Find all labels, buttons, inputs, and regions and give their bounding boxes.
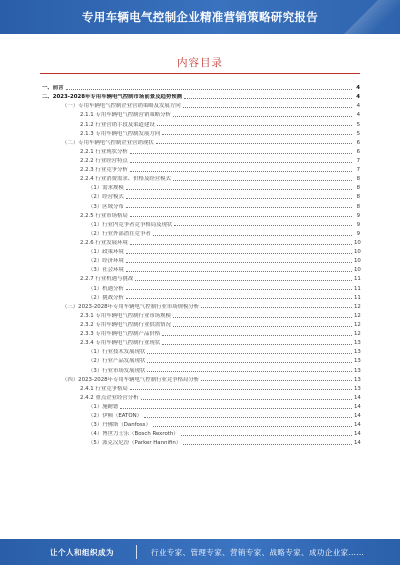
toc-entry-page: 6 — [356, 139, 360, 146]
toc-entry-label: 一、前言 — [42, 85, 64, 92]
toc-entry[interactable] — [40, 437, 360, 446]
toc-entry[interactable] — [40, 410, 360, 419]
toc-entry-page: 12 — [354, 321, 361, 328]
toc-entry[interactable] — [40, 401, 360, 410]
toc-entry[interactable] — [40, 100, 360, 109]
toc-entry-label: （3）丹佛斯（Danfoss） — [88, 422, 151, 429]
toc-dot-leader — [130, 162, 352, 163]
toc-entry[interactable] — [40, 364, 360, 373]
toc-entry-page: 7 — [356, 167, 360, 174]
toc-entry-page: 11 — [354, 276, 361, 283]
toc-entry[interactable] — [40, 374, 360, 383]
toc-entry[interactable] — [40, 82, 360, 91]
toc-entry-page: 5 — [356, 121, 360, 128]
toc-entry-page: 12 — [354, 303, 361, 310]
footer-banner — [0, 539, 400, 565]
toc-entry-page: 11 — [354, 294, 361, 301]
toc-entry-label: （三）2023-2028年专用车辆电气控制行业市场规模分析 — [62, 303, 200, 310]
toc-entry-label: （2）行业产品发展现状 — [88, 358, 146, 365]
toc-entry-label: （1）政策环境 — [88, 249, 124, 256]
toc-dot-leader — [183, 444, 352, 445]
toc-dot-leader — [181, 435, 352, 436]
toc-entry-label: 2.2.3 行业竞争分析 — [80, 167, 128, 174]
toc-dot-leader — [130, 216, 352, 217]
toc-entry-page: 14 — [354, 403, 361, 410]
toc-entry[interactable] — [40, 128, 360, 137]
toc-entry-page: 13 — [354, 358, 361, 365]
toc-dot-leader — [173, 180, 352, 181]
toc-entry-page: 10 — [354, 258, 361, 265]
toc-entry-page: 8 — [356, 185, 360, 192]
toc-entry-page: 13 — [354, 376, 361, 383]
toc-dot-leader — [130, 153, 352, 154]
toc-entry[interactable] — [40, 91, 360, 100]
toc-entry[interactable] — [40, 282, 360, 291]
toc-entry[interactable] — [40, 392, 360, 401]
toc-entry[interactable] — [40, 328, 360, 337]
toc-dot-leader — [126, 262, 352, 263]
toc-entry-page: 4 — [356, 85, 360, 92]
toc-entry-label: （二）专用车辆电气控制企业营销现状 — [62, 139, 154, 146]
toc-dot-leader — [174, 225, 352, 226]
toc-entry[interactable] — [40, 264, 360, 273]
toc-entry-label: 2.2.4 行业消费需求、价格及经营模式 — [80, 176, 171, 183]
toc-entry[interactable] — [40, 255, 360, 264]
toc-dot-leader — [130, 171, 352, 172]
toc-entry-label: （3）区域分布 — [88, 203, 124, 210]
toc-entry[interactable] — [40, 164, 360, 173]
toc-entry[interactable] — [40, 109, 360, 118]
toc-entry[interactable] — [40, 118, 360, 127]
toc-entry-page: 9 — [356, 221, 360, 228]
toc-entry-page: 13 — [354, 367, 361, 374]
toc-entry-label: 2.3.3 专用车辆电气控制产品价格 — [80, 331, 161, 338]
toc-entry-page: 4 — [356, 112, 360, 119]
toc-entry-page: 8 — [356, 194, 360, 201]
toc-dot-leader — [173, 116, 352, 117]
toc-entry-label: （1）行业技术发展现状 — [88, 349, 146, 356]
toc-dot-leader — [162, 335, 352, 336]
toc-entry-page: 9 — [356, 212, 360, 219]
toc-entry-page: 12 — [354, 331, 361, 338]
toc-entry-label: （4）博世力士乐（Bosch Rexroth） — [88, 431, 179, 438]
toc-dot-leader — [162, 344, 352, 345]
footer-divider — [136, 545, 137, 559]
toc-entry-label: 二、2023-2028年专用车辆电气控制市场前景及趋势预测 — [42, 94, 183, 101]
toc-entry-page: 7 — [356, 157, 360, 164]
toc-dot-leader — [173, 317, 352, 318]
toc-entry[interactable] — [40, 237, 360, 246]
toc-entry-label: （3）社会环境 — [88, 267, 124, 274]
toc-entry-label: （1）需求规模 — [88, 185, 124, 192]
toc-dot-leader — [153, 426, 352, 427]
toc-dot-leader — [147, 371, 352, 372]
toc-entry-label: 2.2.1 行业现状分析 — [80, 148, 128, 155]
toc-dot-leader — [135, 280, 352, 281]
toc-dot-leader — [173, 326, 352, 327]
toc-dot-leader — [184, 98, 352, 99]
toc-entry-page: 10 — [354, 239, 361, 246]
toc-dot-leader — [141, 399, 352, 400]
toc-dot-leader — [201, 380, 352, 381]
toc-dot-leader — [162, 134, 352, 135]
toc-entry-label: 2.2.6 行业发展环境 — [80, 239, 128, 246]
toc-entry-label: （5）派克汉尼汾（Parker Hannifin） — [88, 440, 182, 447]
toc-dot-leader — [157, 125, 352, 126]
toc-entry-page: 14 — [354, 440, 361, 447]
toc-entry-label: （1）机遇分析 — [88, 285, 124, 292]
toc-entry[interactable] — [40, 310, 360, 319]
toc-dot-leader — [120, 408, 352, 409]
toc-entry-label: 2.1.3 专用车辆电气控制发展方向 — [80, 130, 161, 137]
toc-entry-label: （一）专用车辆电气控制企业营销策略及发展方向 — [62, 103, 181, 110]
toc-entry-label: 2.4.2 重点企业经营分析 — [80, 394, 139, 401]
toc-entry[interactable] — [40, 146, 360, 155]
toc-entry[interactable] — [40, 228, 360, 237]
toc-dot-leader — [66, 89, 352, 90]
toc-entry-label: 2.3.4 专用车辆电气控制行业现状 — [80, 340, 161, 347]
toc-entry[interactable] — [40, 210, 360, 219]
footer-slogan: 让个人和组织成为 — [50, 547, 114, 557]
toc-entry-label: （2）经营模式 — [88, 194, 124, 201]
toc-entry[interactable] — [40, 355, 360, 364]
toc-dot-leader — [130, 244, 352, 245]
toc-entry-label: （2）行业外部潜在竞争者 — [88, 230, 151, 237]
toc-entry[interactable] — [40, 419, 360, 428]
toc-entry-page: 13 — [354, 349, 361, 356]
toc-dot-leader — [201, 307, 352, 308]
toc-dot-leader — [126, 198, 352, 199]
toc-entry-label: （2）经济环境 — [88, 258, 124, 265]
footer-tagline: 行业专家、管理专家、营销专家、战略专家、成功企业家…… — [151, 547, 365, 557]
toc-entry-label: 2.2.2 行业经营特点 — [80, 157, 128, 164]
toc-entry-label: 2.2.5 行业市场格局 — [80, 212, 128, 219]
toc-entry-page: 14 — [354, 431, 361, 438]
toc-entry-page: 4 — [356, 103, 360, 110]
toc-entry-page: 11 — [354, 285, 361, 292]
toc-entry[interactable] — [40, 383, 360, 392]
toc-entry[interactable] — [40, 319, 360, 328]
toc-entry-page: 6 — [356, 148, 360, 155]
toc-entry-page: 14 — [354, 422, 361, 429]
toc-entry-label: （3）行业市场发展现状 — [88, 367, 146, 374]
toc-entry-label: 2.2.7 行业机遇与挑战 — [80, 276, 134, 283]
toc-entry-page: 14 — [354, 413, 361, 420]
toc-dot-leader — [144, 417, 352, 418]
toc-entry[interactable] — [40, 173, 360, 182]
toc-entry-page: 4 — [356, 94, 360, 101]
toc-entry[interactable] — [40, 273, 360, 282]
toc-entry-label: 2.3.1 专用车辆电气控制行业市场规模 — [80, 312, 171, 319]
report-title: 专用车辆电气控制企业精准营销策略研究报告 — [82, 10, 318, 24]
toc-dot-leader — [126, 289, 352, 290]
toc-dot-leader — [126, 253, 352, 254]
toc-entry-label: （1）行业内竞争者竞争格局及现状 — [88, 221, 173, 228]
toc-entry-page: 8 — [356, 203, 360, 210]
toc-entry-page: 12 — [354, 312, 361, 319]
toc-entry[interactable] — [40, 428, 360, 437]
toc-dot-leader — [183, 107, 352, 108]
toc-entry-page: 8 — [356, 176, 360, 183]
toc-entry-label: （2）挑战分析 — [88, 294, 124, 301]
toc-dot-leader — [156, 143, 352, 144]
toc-entry[interactable] — [40, 337, 360, 346]
toc-dot-leader — [147, 362, 352, 363]
toc-entry[interactable] — [40, 155, 360, 164]
toc-dot-leader — [130, 389, 352, 390]
toc-entry-page: 14 — [354, 394, 361, 401]
toc-dot-leader — [153, 235, 352, 236]
toc-entry[interactable] — [40, 292, 360, 301]
toc-entry-label: （四）2023-2028年专用车辆电气控制行业竞争格局分析 — [62, 376, 200, 383]
toc-dot-leader — [147, 353, 352, 354]
toc-entry-page: 10 — [354, 249, 361, 256]
report-header-banner — [0, 0, 400, 34]
toc-entry[interactable] — [40, 219, 360, 228]
toc-dot-leader — [126, 298, 352, 299]
toc-entry[interactable] — [40, 137, 360, 146]
toc-entry[interactable] — [40, 346, 360, 355]
toc-entry[interactable] — [40, 301, 360, 310]
table-of-contents — [40, 82, 360, 446]
toc-entry-label: 2.1.1 专用车辆电气控制营销策略分析 — [80, 112, 171, 119]
toc-dot-leader — [126, 271, 352, 272]
toc-entry-label: （2）伊顿（EATON） — [88, 413, 143, 420]
toc-heading: 内容目录 — [177, 57, 223, 69]
toc-entry-page: 5 — [356, 130, 360, 137]
toc-entry-page: 13 — [354, 385, 361, 392]
toc-entry[interactable] — [40, 182, 360, 191]
toc-entry-page: 10 — [354, 267, 361, 274]
toc-entry-page: 9 — [356, 230, 360, 237]
toc-entry-page: 13 — [354, 340, 361, 347]
toc-entry[interactable] — [40, 200, 360, 209]
toc-dot-leader — [126, 207, 352, 208]
toc-entry-label: （1）施耐德 — [88, 403, 119, 410]
toc-entry[interactable] — [40, 191, 360, 200]
toc-entry-label: 2.4.1 行业竞争格局 — [80, 385, 128, 392]
toc-heading-divider — [40, 73, 360, 74]
toc-entry-label: 2.3.2 专用车辆电气控制行业供需情况 — [80, 321, 171, 328]
toc-entry[interactable] — [40, 246, 360, 255]
toc-entry-label: 2.1.2 行业营销手段及渠道建设 — [80, 121, 155, 128]
toc-dot-leader — [126, 189, 352, 190]
